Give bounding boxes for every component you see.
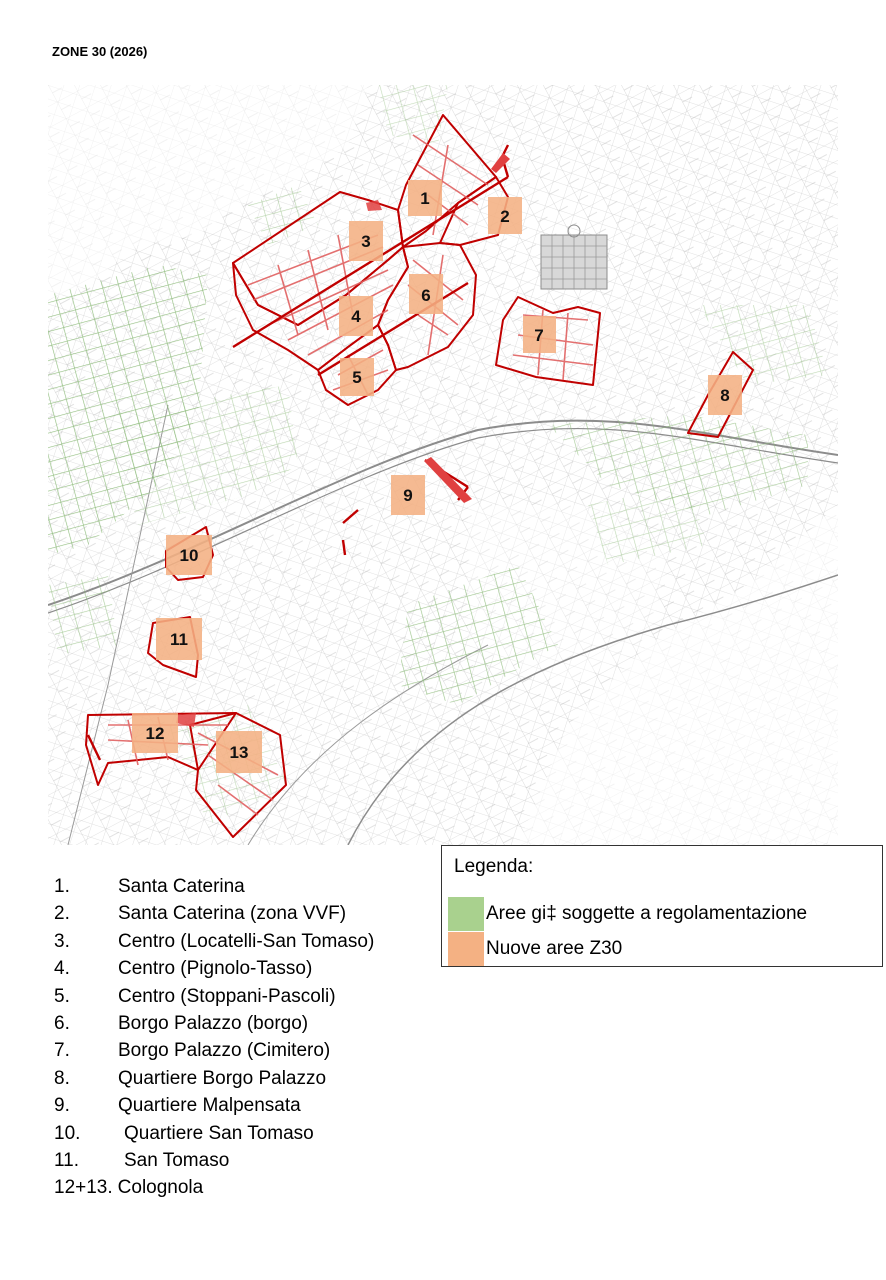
legend-item-existing: [448, 897, 807, 931]
zone-label-7: [523, 316, 556, 353]
svg-text:9: 9: [403, 486, 413, 505]
zone-label-11: [156, 618, 202, 660]
zone-number: 1.: [54, 876, 70, 897]
svg-text:12: 12: [145, 724, 165, 743]
legend-label: Aree gi‡ soggette a regolamentazione: [486, 903, 808, 924]
zone-number: 7.: [54, 1040, 70, 1062]
zone-name: Centro (Pignolo-Tasso): [118, 958, 313, 980]
svg-text:10: 10: [179, 546, 199, 565]
zone-label-10: [166, 535, 212, 575]
zone-list-item: [54, 955, 374, 982]
zone-name: Centro (Stoppani-Pascoli): [118, 985, 336, 1007]
zone-number: 2.: [54, 903, 70, 925]
zone-number: 4.: [54, 958, 70, 980]
zone-name: Borgo Palazzo (borgo): [118, 1012, 309, 1034]
zone-list-item: [54, 983, 374, 1010]
zone-name: Quartiere San Tomaso: [124, 1122, 314, 1144]
zone-label-6: [409, 274, 443, 314]
zone-number: 12+13.: [54, 1177, 113, 1199]
zone-list-item: [54, 1120, 374, 1147]
svg-text:11: 11: [170, 630, 188, 649]
zone-list-item: [54, 1092, 374, 1119]
svg-text:7: 7: [534, 326, 544, 345]
zone-name: Borgo Palazzo (Cimitero): [118, 1040, 331, 1062]
zone-label-1: [408, 180, 442, 216]
zone-label-5: [340, 358, 374, 396]
zone-number: 8.: [54, 1067, 70, 1089]
zone-label-3: [349, 221, 383, 261]
svg-text:2: 2: [500, 207, 510, 226]
legend-item-new: [448, 932, 622, 966]
zone-label-13: [216, 731, 262, 773]
zone-name: Centro (Locatelli-San Tomaso): [118, 930, 375, 952]
zone-number: 10.: [54, 1122, 81, 1144]
legend-swatch-orange: [448, 932, 484, 966]
svg-text:1: 1: [420, 189, 430, 208]
zone-number: 5.: [54, 985, 70, 1007]
zone-list-item: [54, 873, 374, 900]
zone-label-12: [132, 713, 178, 753]
zone-list-item: [54, 900, 374, 927]
cemetery-block: [541, 225, 607, 289]
zone-list-item: [54, 1174, 374, 1201]
map-legend: [441, 845, 883, 967]
legend-swatch-green: [448, 897, 484, 931]
svg-text:13: 13: [229, 743, 249, 762]
zone-name: Santa Caterina (zona VVF): [118, 903, 347, 925]
zone-label-9: [391, 475, 425, 515]
zone-list-item: [54, 928, 374, 955]
zone-list: [54, 873, 374, 1202]
zone-name: San Tomaso: [124, 1149, 230, 1171]
zone-list-item: [54, 1037, 374, 1064]
zone-number: 6.: [54, 1012, 70, 1034]
svg-text:3: 3: [361, 232, 371, 251]
zone-name: Quartiere Borgo Palazzo: [118, 1067, 327, 1089]
page-title: ZONE 30 (2026): [52, 44, 148, 59]
legend-label: Nuove aree Z30: [486, 938, 623, 959]
zone-map: [48, 85, 838, 845]
zone-number: 11.: [54, 1149, 80, 1171]
zone-name: Quartiere Malpensata: [118, 1095, 301, 1117]
zone-label-8: [708, 375, 742, 415]
zone-list-item: [54, 1147, 374, 1174]
svg-text:5: 5: [352, 368, 362, 387]
svg-text:6: 6: [421, 286, 431, 305]
zone-list-item: [54, 1065, 374, 1092]
svg-text:4: 4: [351, 307, 361, 326]
zone-number: 3.: [54, 930, 70, 952]
zone-number: 9.: [54, 1095, 70, 1117]
zone-name: Colognola: [117, 1177, 204, 1199]
svg-text:8: 8: [720, 386, 730, 405]
zone-list-item: [54, 1010, 374, 1037]
zone-name: Santa Caterina: [118, 876, 245, 897]
zone-label-4: [339, 296, 373, 336]
zone-label-2: [488, 197, 522, 234]
map-canvas: [48, 85, 838, 845]
legend-title: Legenda:: [454, 856, 534, 877]
